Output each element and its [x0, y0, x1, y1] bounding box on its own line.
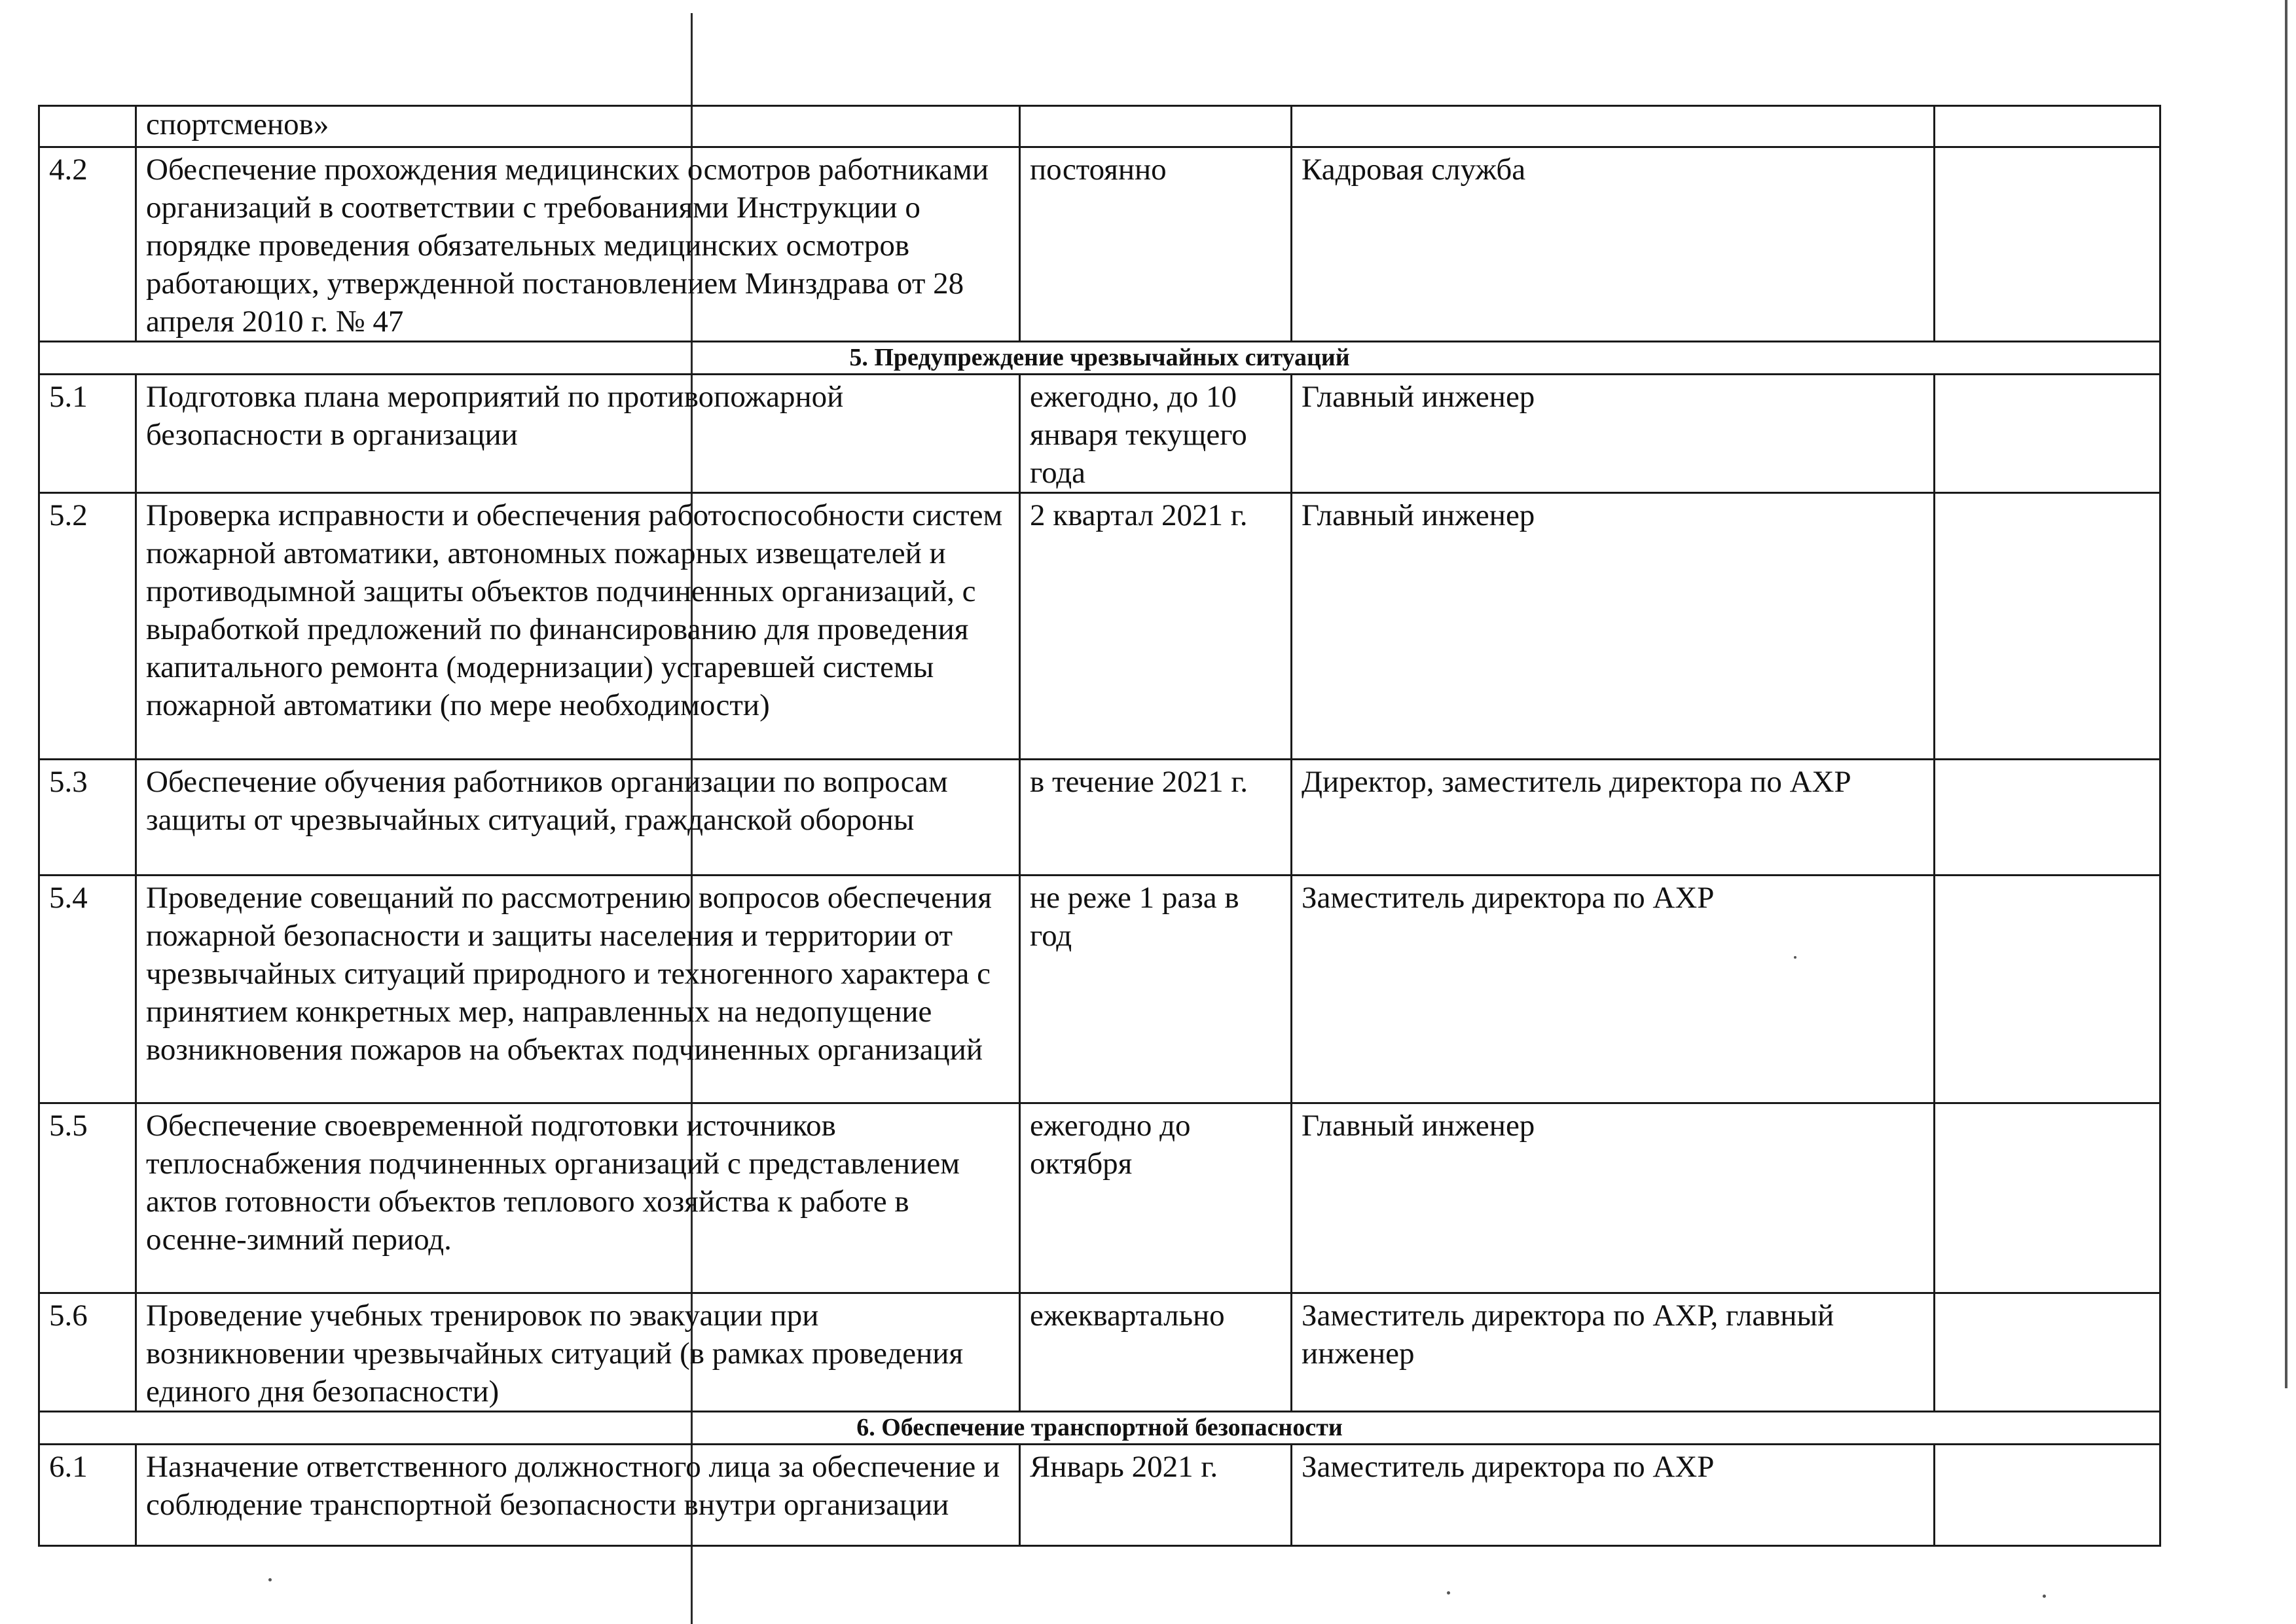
row-number: 5.1: [39, 375, 136, 493]
action-text: Проверка исправности и обеспечения работоспособности систем пожарной автоматики, автономных пожарных извещателей и противодымной защиты объектов подчиненных организаций, с выработкой предложений по финансированию для проведения капитального ремонта (модернизации) устаревшей системы пожарной автоматики (по мере необходимости): [136, 493, 1020, 760]
row-number: 5.3: [39, 760, 136, 876]
responsible-text: [1292, 106, 1935, 147]
note-cell: [1935, 1103, 2160, 1293]
table-row: [39, 760, 2160, 876]
note-cell: [1935, 760, 2160, 876]
row-number: 5.6: [39, 1293, 136, 1412]
action-text: Обеспечение своевременной подготовки источников теплоснабжения подчиненных организаций с представлением актов готовности объектов теплового хозяйства к работе в осенне-зимний период.: [136, 1103, 1020, 1293]
term-text: в течение 2021 г.: [1020, 760, 1292, 876]
note-cell: [1935, 147, 2160, 342]
table-row: [39, 493, 2160, 760]
term-text: ежеквартально: [1020, 1293, 1292, 1412]
note-cell: [1935, 106, 2160, 147]
section-header: [39, 1412, 2160, 1445]
row-number: 4.2: [39, 147, 136, 342]
action-text: Назначение ответственного должностного лица за обеспечение и соблюдение транспортной безопасности внутри организации: [136, 1445, 1020, 1546]
scan-speck: [268, 1578, 272, 1581]
action-text: спортсменов»: [136, 106, 1020, 147]
action-text: Обеспечение обучения работников организации по вопросам защиты от чрезвычайных ситуаций, гражданской обороны: [136, 760, 1020, 876]
responsible-text: Директор, заместитель директора по АХР: [1292, 760, 1935, 876]
row-number: [39, 106, 136, 147]
plan-table: [38, 105, 2161, 1547]
responsible-text: Заместитель директора по АХР, главный инженер: [1292, 1293, 1935, 1412]
term-text: постоянно: [1020, 147, 1292, 342]
responsible-text: Главный инженер: [1292, 1103, 1935, 1293]
table-row: [39, 876, 2160, 1103]
term-text: не реже 1 раза в год: [1020, 876, 1292, 1103]
responsible-text: Заместитель директора по АХР: [1292, 1445, 1935, 1546]
table-row: [39, 106, 2160, 147]
term-text: ежегодно до октября: [1020, 1103, 1292, 1293]
note-cell: [1935, 876, 2160, 1103]
note-cell: [1935, 1445, 2160, 1546]
responsible-text: Кадровая служба: [1292, 147, 1935, 342]
action-text: Обеспечение прохождения медицинских осмотров работниками организаций в соответствии с требованиями Инструкции о порядке проведения обязательных медицинских осмотров работающих, утвержденной постановлением Минздрава от 28 апреля 2010 г. № 47: [136, 147, 1020, 342]
table-row: [39, 375, 2160, 493]
note-cell: [1935, 375, 2160, 493]
action-text: Подготовка плана мероприятий по противопожарной безопасности в организации: [136, 375, 1020, 493]
note-cell: [1935, 1293, 2160, 1412]
section-title: 6. Обеспечение транспортной безопасности: [39, 1412, 2160, 1445]
action-text: Проведение учебных тренировок по эвакуации при возникновении чрезвычайных ситуаций (в рамках проведения единого дня безопасности): [136, 1293, 1020, 1412]
table-row: [39, 1103, 2160, 1293]
row-number: 5.5: [39, 1103, 136, 1293]
row-number: 5.2: [39, 493, 136, 760]
term-text: Январь 2021 г.: [1020, 1445, 1292, 1546]
term-text: [1020, 106, 1292, 147]
section-header: [39, 342, 2160, 375]
scan-speck: [2043, 1595, 2046, 1598]
scan-speck: [1447, 1591, 1450, 1595]
table-row: [39, 147, 2160, 342]
responsible-text: Главный инженер: [1292, 493, 1935, 760]
section-title: 5. Предупреждение чрезвычайных ситуаций: [39, 342, 2160, 375]
term-text: ежегодно, до 10 января текущего года: [1020, 375, 1292, 493]
responsible-text: Главный инженер: [1292, 375, 1935, 493]
table-row: [39, 1293, 2160, 1412]
note-cell: [1935, 493, 2160, 760]
row-number: 6.1: [39, 1445, 136, 1546]
term-text: 2 квартал 2021 г.: [1020, 493, 1292, 760]
table-row: [39, 1445, 2160, 1546]
row-number: 5.4: [39, 876, 136, 1103]
scan-edge-line: [2285, 0, 2287, 1388]
action-text: Проведение совещаний по рассмотрению вопросов обеспечения пожарной безопасности и защиты населения и территории от чрезвычайных ситуаций природного и техногенного характера с принятием конкретных мер, направленных на недопущение возникновения пожаров на объектах подчиненных организаций: [136, 876, 1020, 1103]
responsible-text: Заместитель директора по АХР: [1292, 876, 1935, 1103]
